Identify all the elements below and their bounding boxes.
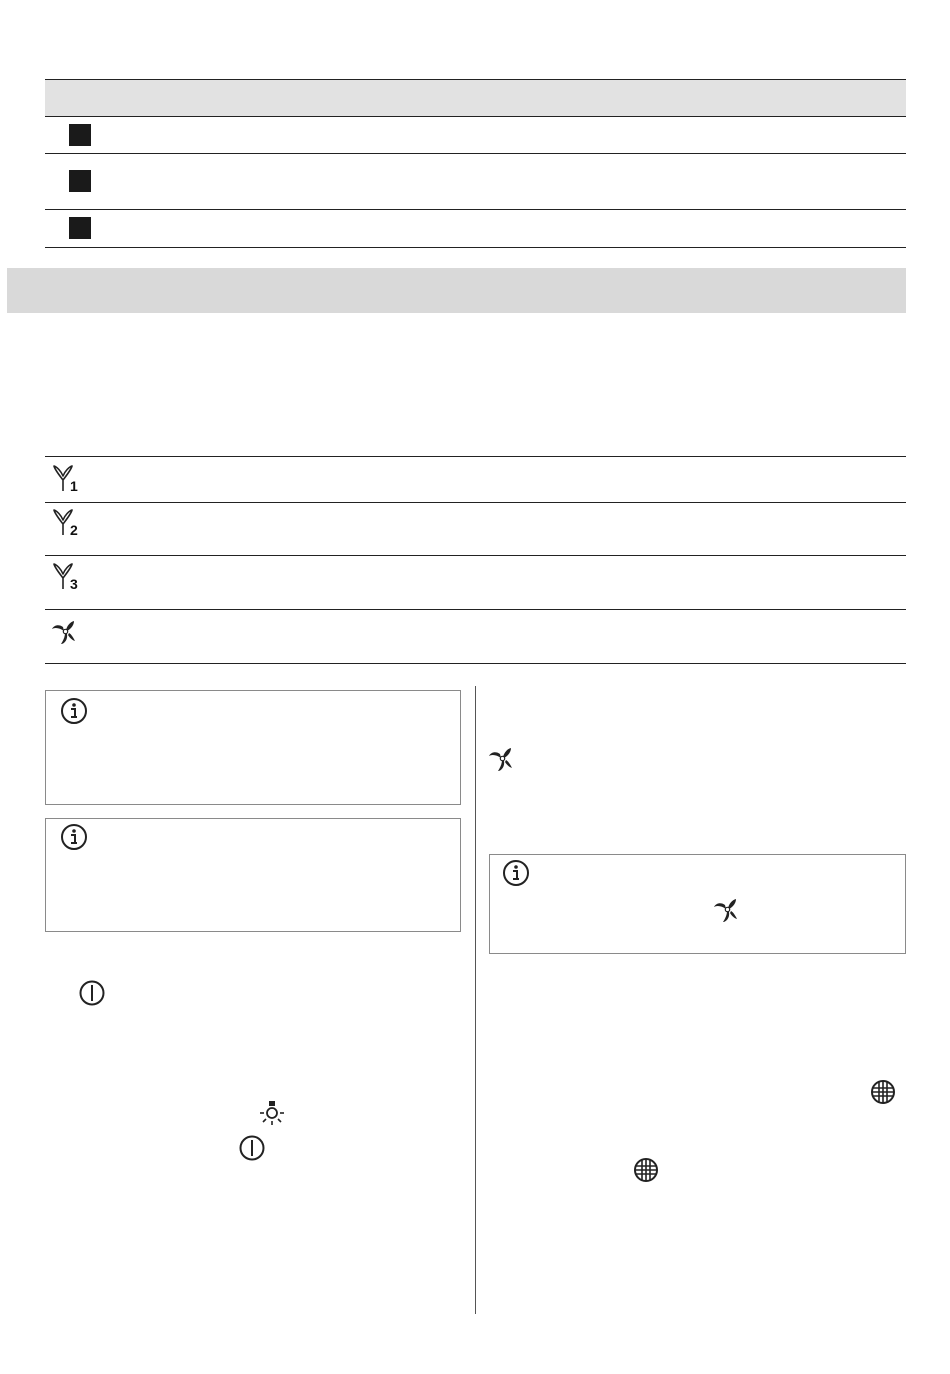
grease-filter-icon xyxy=(633,1157,659,1183)
table-divider xyxy=(45,209,906,210)
info-box xyxy=(45,818,461,932)
fan-speed-3-icon xyxy=(51,562,83,592)
info-icon xyxy=(60,697,88,725)
column-divider xyxy=(475,686,476,1314)
table-divider xyxy=(45,609,906,610)
grease-filter-icon xyxy=(870,1079,896,1105)
fan-speed-subscript: 3 xyxy=(70,576,78,592)
power-icon xyxy=(238,1134,266,1162)
info-icon xyxy=(502,859,530,887)
section-banner xyxy=(7,268,906,313)
table-divider xyxy=(45,247,906,248)
table-divider xyxy=(45,153,906,154)
fan-speed-subscript: 1 xyxy=(70,478,78,494)
fan-speed-table xyxy=(45,456,906,666)
fan-intensive-icon xyxy=(488,745,518,773)
square-marker xyxy=(69,217,91,239)
table-divider xyxy=(45,456,906,457)
fan-intensive-icon xyxy=(51,618,81,646)
fan-intensive-icon xyxy=(713,896,743,924)
info-icon xyxy=(60,823,88,851)
top-table-header xyxy=(45,79,906,117)
square-marker xyxy=(69,170,91,192)
fan-speed-2-icon xyxy=(51,508,83,538)
table-divider xyxy=(45,555,906,556)
info-box xyxy=(489,854,906,954)
fan-speed-1-icon xyxy=(51,464,83,494)
table-divider xyxy=(45,502,906,503)
fan-speed-subscript: 2 xyxy=(70,522,78,538)
power-icon xyxy=(78,979,106,1007)
info-box xyxy=(45,690,461,805)
top-table xyxy=(45,79,906,249)
light-icon xyxy=(258,1100,286,1128)
square-marker xyxy=(69,124,91,146)
table-divider xyxy=(45,663,906,664)
